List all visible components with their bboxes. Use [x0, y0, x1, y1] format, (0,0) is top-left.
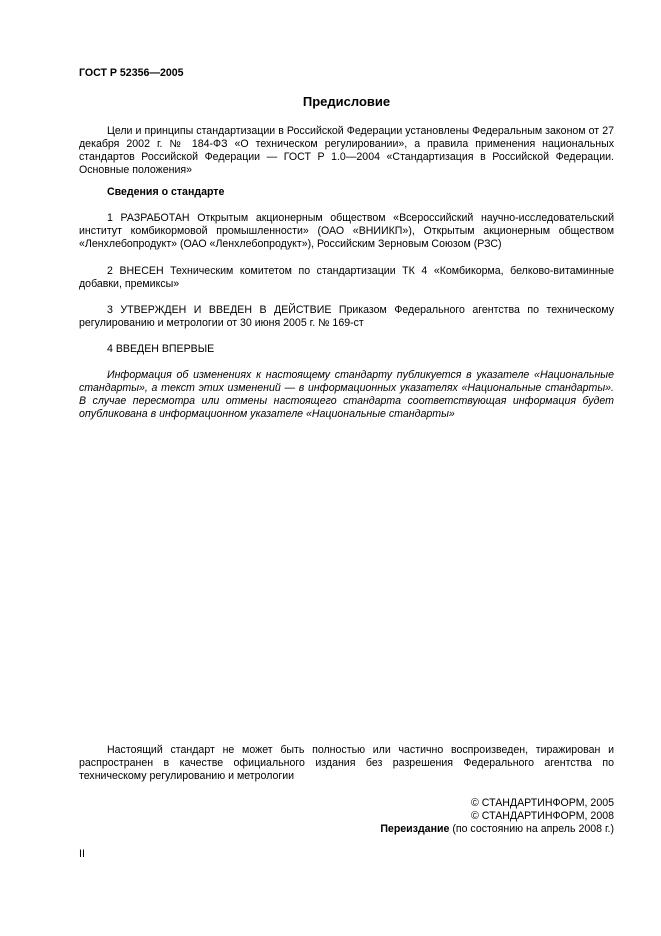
standard-info-heading: Сведения о стандарте: [107, 186, 225, 198]
reissue-label: Переиздание: [380, 823, 450, 835]
info-item-developed: 1 РАЗРАБОТАН Открытым акционерным обществом «Всероссийский научно-исследовательский институт комбикормовой промышленности» (ОАО «ВНИИКП»), Открытым акционерным обществом «Ленхлебопродукт» (ОАО «Ленхлебопродукт»), Российским Зерновым Союзом (РЗС): [79, 212, 614, 250]
info-item-approved: 3 УТВЕРЖДЕН И ВВЕДЕН В ДЕЙСТВИЕ Приказом Федерального агентства по техническому регулированию и метрологии от 30 июня 2005 г. № 169-ст: [79, 304, 614, 329]
info-item-first-introduced: 4 ВВЕДЕН ВПЕРВЫЕ: [107, 343, 215, 355]
copyright-line-2005: © СТАНДАРТИНФОРМ, 2005: [471, 797, 614, 809]
info-item-submitted: 2 ВНЕСЕН Техническим комитетом по стандартизации ТК 4 «Комбикорма, белково-витаминные добавки, премиксы»: [79, 265, 614, 290]
copyright-line-2008: © СТАНДАРТИНФОРМ, 2008: [471, 810, 614, 822]
page-title: Предисловие: [302, 94, 391, 109]
reissue-line: [380, 823, 614, 836]
reissue-note: (по состоянию на апрель 2008 г.): [449, 823, 614, 835]
changes-notice-paragraph: Информация об изменениях к настоящему стандарту публикуется в указателе «Национальные стандарты», а текст этих изменений — в информационных указателях «Национальные стандарты». В случае пересмотра или отмены настоящего стандарта соответствующая информация будет опубликована в информационном указателе «Национальные стандарты»: [79, 369, 614, 420]
goals-paragraph: Цели и принципы стандартизации в Российской Федерации установлены Федеральным законом от 27 декабря 2002 г. № 184-ФЗ «О техническом регулировании», а правила применения национальных стандартов Российской Федерации — ГОСТ Р 1.0—2004 «Стандартизация в Российской Федерации. Основные положения»: [79, 125, 614, 176]
page-number: II: [79, 848, 85, 860]
document-code: ГОСТ Р 52356—2005: [79, 67, 184, 79]
reproduction-notice-paragraph: Настоящий стандарт не может быть полностью или частично воспроизведен, тиражирован и распространен в качестве официального издания без разрешения Федерального агентства по техническому регулированию и метрологии: [79, 744, 614, 782]
